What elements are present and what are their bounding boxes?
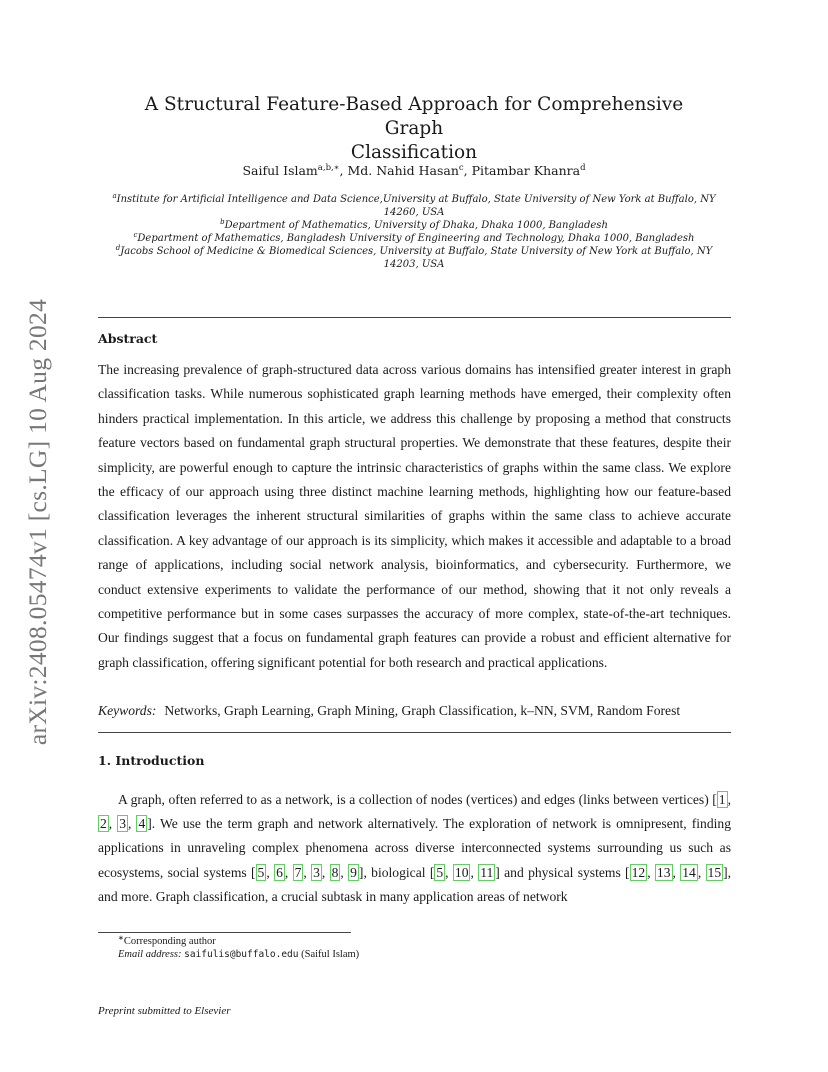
citation-link[interactable]: 10 [454, 864, 469, 880]
arxiv-stamp [18, 287, 58, 757]
citation-link[interactable]: 3 [119, 816, 127, 832]
citation-group [256, 864, 359, 881]
author-affiliation-mark: a,b,∗ [317, 163, 340, 173]
abstract-heading: Abstract [98, 331, 158, 346]
footnote-rule [98, 932, 351, 933]
footnote-mark: ∗ [118, 934, 124, 942]
citation-link[interactable]: 4 [138, 816, 146, 832]
footnote-block [118, 935, 359, 961]
affiliation-mark: a [112, 192, 117, 200]
citation-link[interactable]: 5 [257, 864, 265, 880]
author-separator: , [463, 163, 472, 178]
corresponding-author-text: Corresponding author [123, 936, 216, 947]
author-list [120, 163, 708, 179]
title-line-2: Classification [350, 142, 478, 163]
citation-separator: , [697, 864, 706, 880]
citation-link[interactable]: 5 [436, 864, 444, 880]
keywords-label: Keywords: [98, 703, 157, 718]
citation-separator: , [266, 864, 275, 880]
email-note [118, 948, 359, 961]
affiliation-mark: b [220, 218, 225, 226]
introduction-paragraph [98, 788, 731, 909]
author-name: Pitambar Khanra [471, 163, 581, 178]
abstract-top-rule [98, 317, 731, 318]
author-name: Md. Nahid Hasan [347, 163, 459, 178]
affiliation-mark: d [115, 244, 121, 252]
citation-separator: , [647, 864, 655, 880]
affiliation-item [98, 219, 730, 232]
citation-separator: , [108, 816, 118, 832]
citation-link[interactable]: 6 [276, 864, 283, 880]
author-separator: , [339, 163, 348, 178]
citation-link[interactable]: 11 [480, 864, 494, 880]
intro-text-run: ]. We use the term graph and network alternatively. The exploration of network is omnipresent, finding applications in unraveling complex phenomena across diverse interconnected systems surrounding us such as ecosystems, social systems [ [98, 816, 732, 880]
keywords-list: Networks, Graph Learning, Graph Mining, Graph Classification, k–NN, SVM, Random Forest [164, 703, 681, 718]
citation-link[interactable]: 2 [100, 816, 107, 832]
citation-separator: , [340, 864, 349, 880]
affiliation-mark: c [133, 231, 138, 239]
arxiv-id: arXiv:2408.05474v1 [cs.LG] 10 Aug 2024 [23, 298, 52, 746]
affiliation-item [98, 245, 730, 271]
keywords-line [98, 703, 738, 719]
affiliation-item [98, 193, 730, 219]
citation-separator: , [727, 792, 731, 807]
citation-link[interactable]: 3 [313, 864, 320, 880]
author-affiliation-mark: c [458, 163, 464, 173]
citation-link[interactable]: 1 [718, 792, 726, 807]
citation-separator: , [672, 864, 681, 880]
title-line-1: A Structural Feature-Based Approach for Comprehensive Graph [144, 94, 684, 139]
affiliation-text: Jacobs School of Medicine & Biomedical Sciences, University at Buffalo, State University of New York at Buffalo, NY 14203, USA [120, 246, 713, 270]
email-label: Email address: [118, 949, 182, 960]
citation-link[interactable]: 14 [682, 864, 696, 880]
citation-link[interactable]: 13 [656, 864, 671, 880]
intro-text-run: ], biological [ [358, 864, 435, 880]
citation-link[interactable]: 8 [331, 864, 339, 880]
abstract-bottom-rule [98, 732, 731, 733]
email-link[interactable]: saifulis@buffalo.edu [184, 949, 299, 960]
corresponding-author-note [118, 935, 359, 948]
citation-group [630, 864, 724, 881]
affiliation-text: Department of Mathematics, Bangladesh University of Engineering and Technology, Dhaka 1000, Bangladesh [137, 233, 695, 244]
intro-text-run: ] and physical systems [ [495, 864, 630, 880]
paper-title [120, 93, 708, 165]
affiliation-text: Department of Mathematics, University of Dhaka, Dhaka 1000, Bangladesh [224, 220, 608, 231]
citation-link[interactable]: 15 [707, 864, 722, 880]
section-heading-introduction: 1. Introduction [98, 753, 205, 768]
affiliation-item [98, 232, 730, 245]
citation-separator: , [284, 864, 293, 880]
citation-separator: , [470, 864, 479, 880]
citation-separator: , [321, 864, 330, 880]
citation-separator: , [445, 864, 453, 880]
citation-link[interactable]: 9 [350, 864, 357, 880]
author-name: Saiful Islam [242, 163, 318, 178]
citation-link[interactable]: 12 [631, 864, 646, 880]
email-owner: (Saiful Islam) [301, 949, 360, 960]
affiliation-text: Institute for Artificial Intelligence and Data Science,University at Buffalo, State University of New York at Buffalo, NY 14260, USA [116, 194, 716, 218]
intro-text-run: A graph, often referred to as a network, is a collection of nodes (vertices) and edges (links between vertices) [ [118, 792, 717, 807]
citation-separator: , [303, 864, 312, 880]
abstract-body: The increasing prevalence of graph-structured data across various domains has intensified greater interest in graph classification tasks. While numerous sophisticated graph learning methods have emerged, their complexity often hinders practical implementation. In this article, we address this challenge by proposing a method that constructs feature vectors based on fundamental graph structural properties. We demonstrate that these features, despite their simplicity, are powerful enough to capture the intrinsic characteristics of graphs within the same class. We explore the efficacy of our approach using three distinct machine learning methods, highlighting how our feature-based classification leverages the inherent structural similarities of graphs within the same class to achieve accurate classification. A key advantage of our approach is its simplicity, which makes it accessible and adaptable to a broad range of applications, including social network analysis, bioinformatics, and cybersecurity. Furthermore, we conduct extensive experiments to validate the performance of our method, showing that it not only reveals a competitive performance but in some cases surpasses the accuracy of more complex, state-of-the-art techniques. Our findings suggest that a focus on fundamental graph features can provide a robust and efficient alternative for graph classification, offering significant potential for both research and practical applications. [98, 362, 731, 670]
author-affiliation-mark: d [580, 163, 586, 173]
intro-text-run: ], and more. Graph classification, a crucial subtask in many application areas of network [98, 864, 732, 904]
preprint-notice: Preprint submitted to Elsevier [98, 1005, 231, 1017]
citation-link[interactable]: 7 [294, 864, 302, 880]
citation-separator: , [128, 816, 137, 832]
citation-group [434, 864, 495, 881]
affiliation-list [98, 193, 730, 271]
